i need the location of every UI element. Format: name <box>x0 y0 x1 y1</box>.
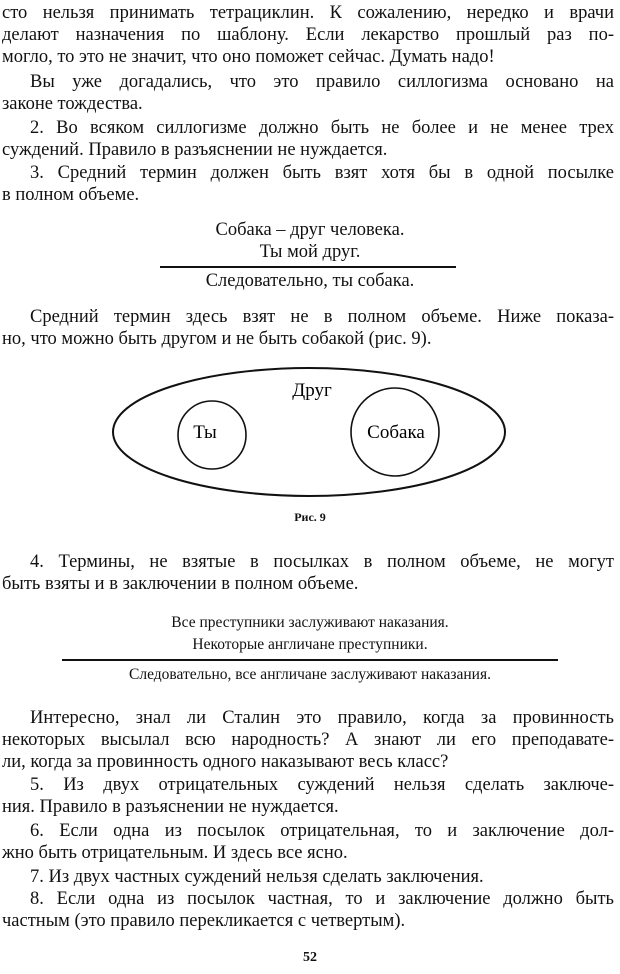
text-line: 3. Средний термин должен быть взят хотя бы в одной посылке <box>30 163 614 183</box>
label-friend: Друг <box>292 380 332 401</box>
syllogism-premise-1: Собака – друг человека. <box>215 220 405 240</box>
text-line: ли, когда за провинность одного наказывают весь класс? <box>2 752 449 772</box>
text-line: Вы уже догадались, что это правило силлогизма основано на <box>30 72 614 92</box>
text-line: частным (это правило перекликается с четвертым). <box>2 911 406 931</box>
text-line: в полном объеме. <box>2 185 140 205</box>
syllogism-divider <box>62 659 558 661</box>
text-line: делают назначения по шаблону. Если лекарство прошлый раз по- <box>2 25 614 45</box>
text-line: 8. Если одна из посылок частная, то и заключение должно быть <box>30 889 614 909</box>
label-dog: Собака <box>367 422 425 443</box>
text-line: 2. Во всяком силлогизме должно быть не более и не менее трех <box>30 118 614 138</box>
page-number: 52 <box>303 950 317 965</box>
venn-diagram <box>0 362 620 502</box>
text-line: но, что можно быть другом и не быть собакой (рис. 9). <box>2 329 432 349</box>
syllogism-conclusion: Следовательно, все англичане заслуживают наказания. <box>129 666 491 683</box>
label-you: Ты <box>193 422 217 443</box>
text-line: 5. Из двух отрицательных суждений нельзя сделать заключе- <box>30 775 614 795</box>
text-line: Средний термин здесь взят не в полном объеме. Ниже показа- <box>30 307 614 327</box>
syllogism-premise-2: Некоторые англичане преступники. <box>192 636 428 653</box>
syllogism-conclusion: Следовательно, ты собака. <box>205 271 415 291</box>
text-line: 4. Термины, не взятые в посылках в полном объеме, не могут <box>30 552 614 572</box>
text-line: 7. Из двух частных суждений нельзя сделать заключения. <box>30 867 484 887</box>
text-line: Интересно, знал ли Сталин это правило, когда за провинность <box>30 708 614 728</box>
text-line: быть взяты и в заключении в полном объеме. <box>2 574 359 594</box>
text-line: жно быть отрицательным. И здесь все ясно. <box>2 843 348 863</box>
text-line: некоторых высылал всю народность? А знают ли его преподавате- <box>2 730 614 750</box>
text-line: ния. Правило в разъяснении не нуждается. <box>2 797 339 817</box>
syllogism-premise-2: Ты мой друг. <box>259 242 361 262</box>
text-line: суждений. Правило в разъяснении не нуждается. <box>2 140 388 160</box>
text-line: 6. Если одна из посылок отрицательная, то и заключение дол- <box>30 821 614 841</box>
figure-caption: Рис. 9 <box>294 510 326 524</box>
text-line: сто нельзя принимать тетрациклин. К сожалению, нередко и врачи <box>2 3 614 23</box>
text-line: могло, то это не значит, что оно поможет сейчас. Думать надо! <box>2 47 495 67</box>
text-line: законе тождества. <box>2 94 143 114</box>
syllogism-divider <box>160 266 456 268</box>
syllogism-premise-1: Все преступники заслуживают наказания. <box>171 614 449 631</box>
